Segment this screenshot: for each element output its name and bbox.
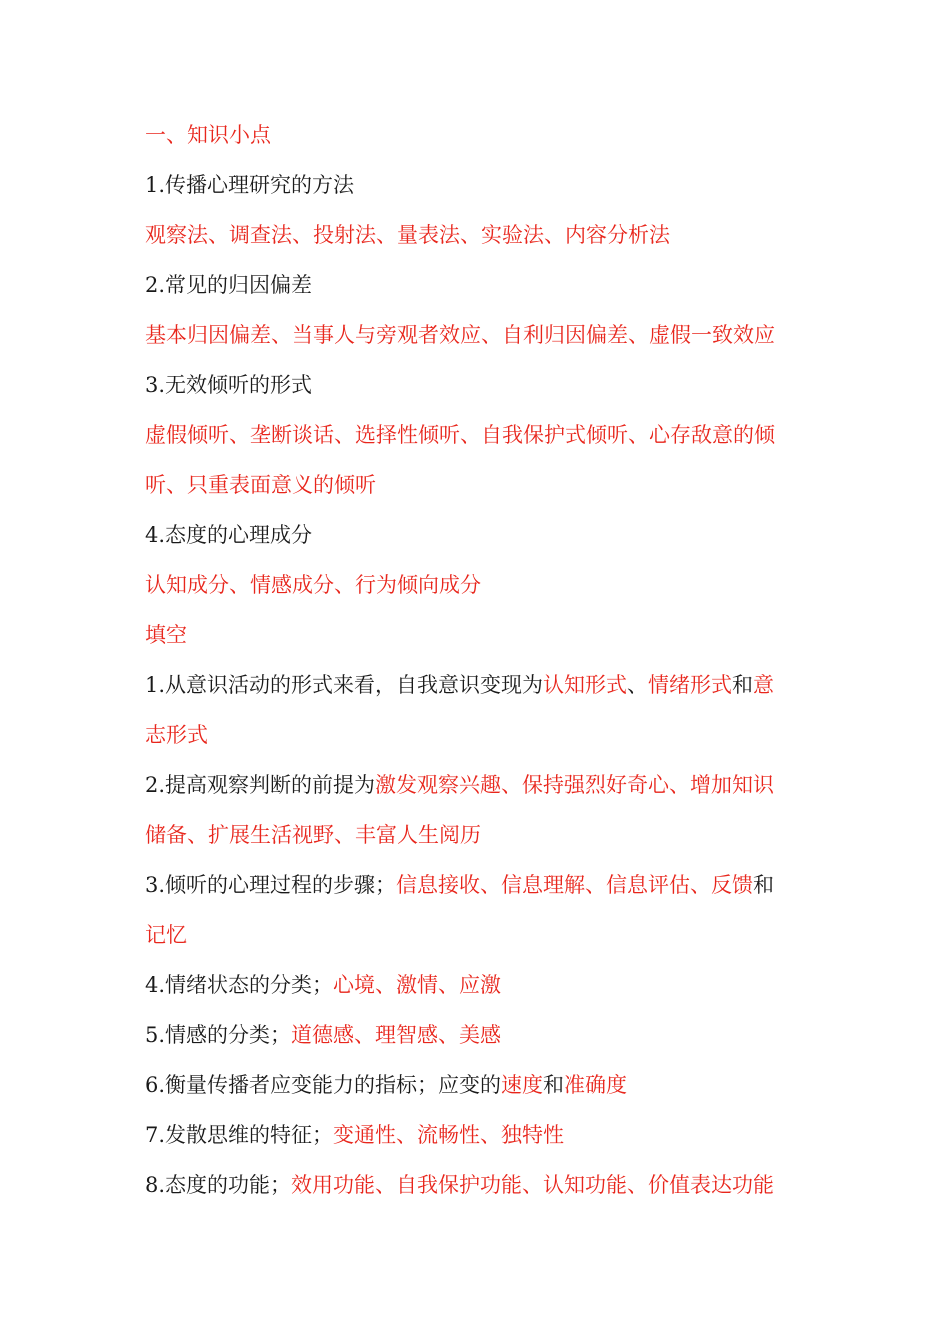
question-line [145,510,815,560]
answer-text: 道德感、理智感、美感 [291,1023,502,1047]
question-text: 1.从意识活动的形式来看，自我意识变现为 [145,673,544,697]
answer-line [145,310,815,360]
answer-text: 认知成分、情感成分、行为倾向成分 [145,573,481,597]
question-text: 4.态度的心理成分 [145,523,313,547]
answer-text: 听、只重表面意义的倾听 [145,473,376,497]
question-text: 8.态度的功能； [145,1173,292,1197]
document-body [145,110,815,1210]
fill-line [145,810,815,860]
question-text: 6.衡量传播者应变能力的指标；应变的 [145,1073,502,1097]
answer-text: 记忆 [145,923,187,947]
answer-text: 情绪形式 [648,673,733,697]
answer-text: 信息接收、信息理解、信息评估、反馈 [396,873,754,897]
answer-text: 储备、扩展生活视野、丰富人生阅历 [145,823,481,847]
fill-heading [145,610,815,660]
answer-text: 效用功能、自我保护功能、认知功能、价值表达功能 [291,1173,775,1197]
fill-line [145,860,815,910]
fill-line [145,1060,815,1110]
answer-text: 观察法、调查法、投射法、量表法、实验法、内容分析法 [145,223,670,247]
answer-text: 速度 [501,1073,544,1097]
fill-line [145,1010,815,1060]
answer-text: 激发观察兴趣、保持强烈好奇心、增加知识 [375,773,775,797]
question-text: 4.情绪状态的分类； [145,973,334,997]
question-text: 2.提高观察判断的前提为 [145,773,376,797]
answer-text: 变通性、流畅性、独特性 [333,1123,565,1147]
separator-text: 、 [627,673,649,697]
fill-heading-text: 填空 [145,623,187,647]
answer-text: 志形式 [145,723,208,747]
answer-line [145,410,815,460]
conjunction-text: 和 [732,673,754,697]
question-text: 1.传播心理研究的方法 [145,173,355,197]
answer-line [145,460,815,510]
answer-text: 心境、激情、应激 [333,973,502,997]
conjunction-text: 和 [543,1073,565,1097]
answer-line [145,210,815,260]
answer-text: 准确度 [564,1073,628,1097]
answer-text: 认知形式 [543,673,628,697]
answer-text: 意 [753,673,775,697]
question-text: 2.常见的归因偏差 [145,273,313,297]
fill-line [145,660,815,710]
question-line [145,360,815,410]
fill-line [145,960,815,1010]
section-heading-text: 一、知识小点 [145,123,271,147]
answer-line [145,560,815,610]
fill-line [145,1160,815,1210]
question-text: 3.倾听的心理过程的步骤； [145,873,397,897]
section-heading [145,110,815,160]
question-line [145,260,815,310]
answer-text: 基本归因偏差、当事人与旁观者效应、自利归因偏差、虚假一致效应 [145,323,775,347]
question-text: 5.情感的分类； [145,1023,292,1047]
fill-line [145,1110,815,1160]
fill-line [145,760,815,810]
fill-line [145,710,815,760]
fill-line [145,910,815,960]
question-line [145,160,815,210]
answer-text: 虚假倾听、垄断谈话、选择性倾听、自我保护式倾听、心存敌意的倾 [145,423,775,447]
question-text: 7.发散思维的特征； [145,1123,334,1147]
conjunction-text: 和 [753,873,775,897]
question-text: 3.无效倾听的形式 [145,373,313,397]
